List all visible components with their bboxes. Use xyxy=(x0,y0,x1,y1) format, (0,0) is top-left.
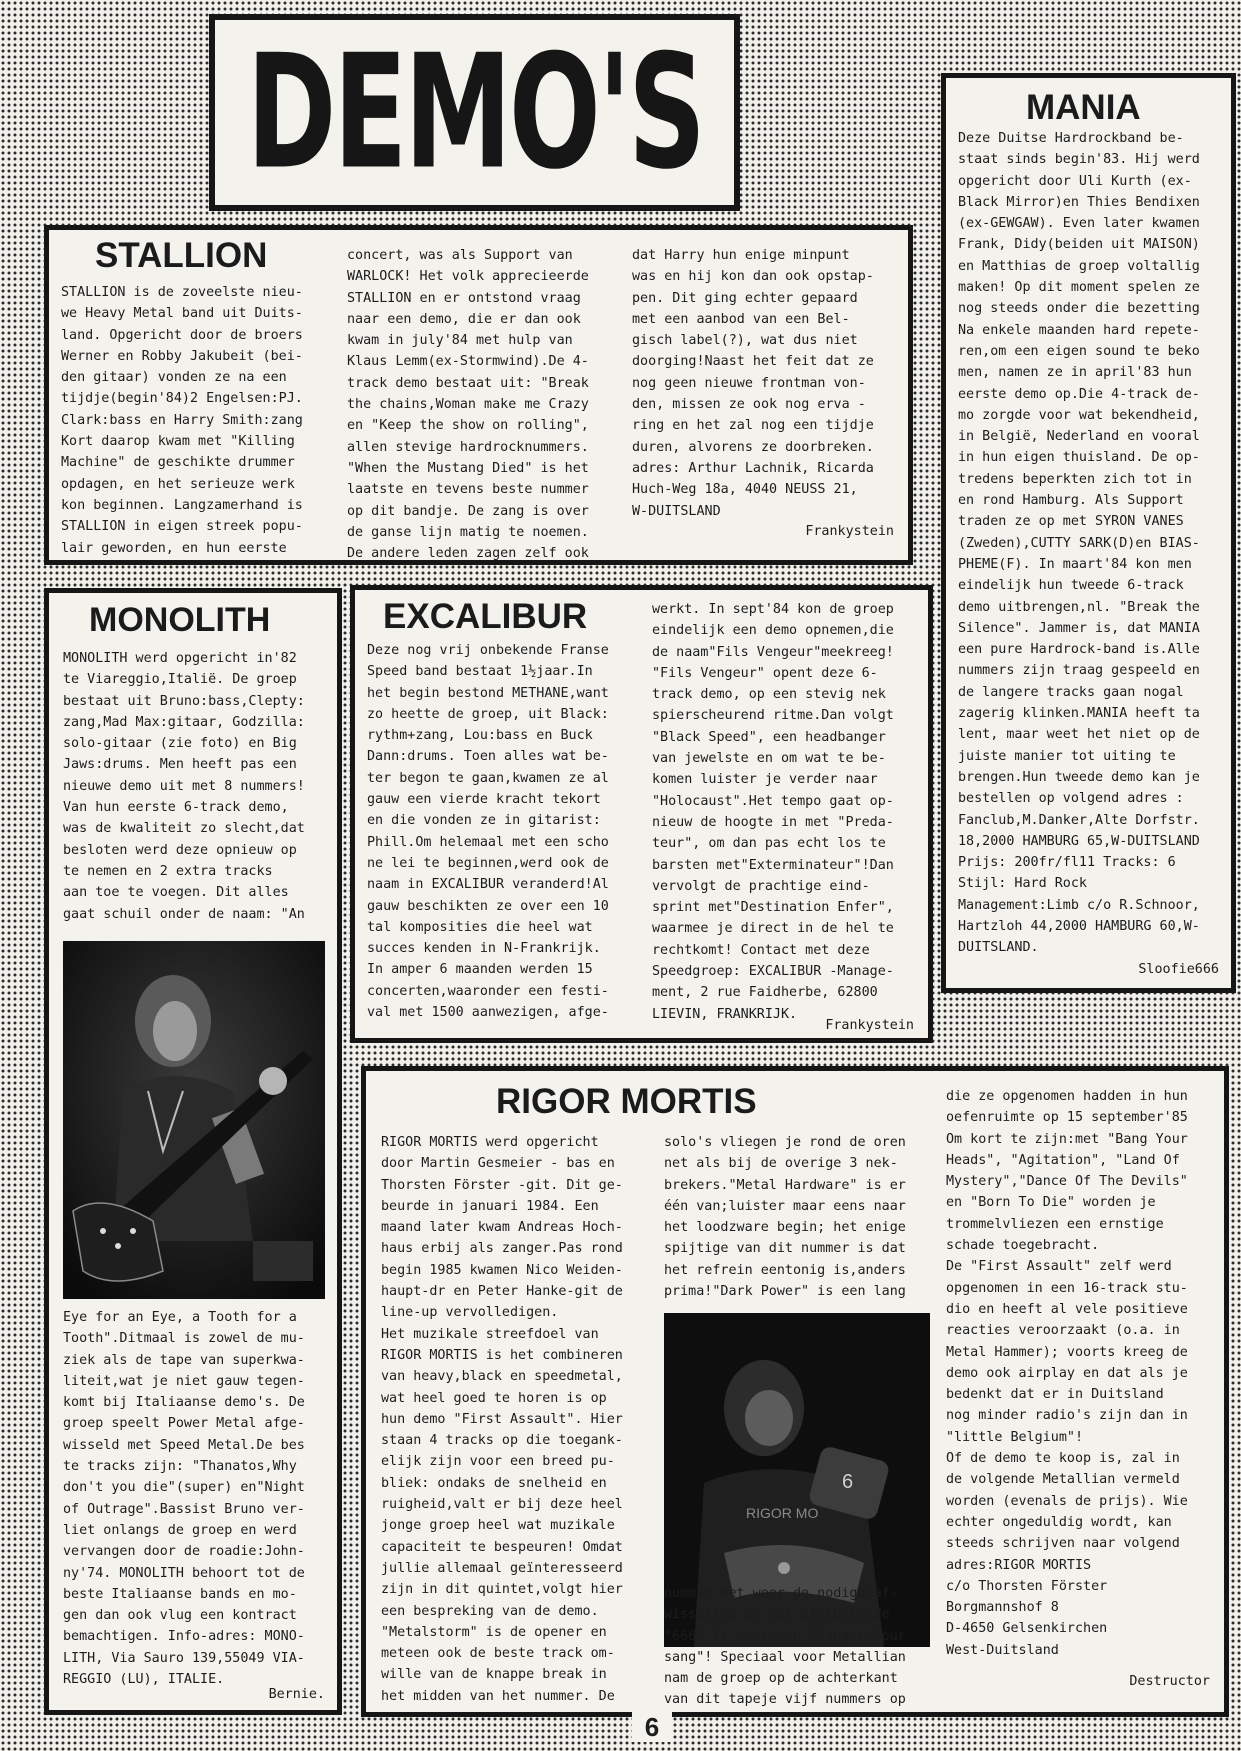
rigor-mortis-column-3: die ze opgenomen hadden in hun oefenruimte op 15 september'85 Om kort te zijn:met "Bang Your Heads", "Agitation", "Land Of Mystery","Dance Of The Devils" en "Born To Die" worden je trommelvliezen een ernstige schade toegebracht. De "First Assault" zelf werd opgenomen in een 16-track stu- dio en heeft al vele positieve reacties veroorzaakt (o.a. in Metal Hammer); voorts kreeg de demo ook airplay en dat als je bedenkt dat er in Duitsland nog minder radio's zijn dan in "little Belgium"! Of de demo te koop is, zal in de volgende Metallian vermeld worden (evenals de prijs). Wie echter ongeduldig wordt, kan steeds schrijven naar volgend adres:RIGOR MORTIS c/o Thorsten Förster Borgmannshof 8 D-4650 Gelsenkirchen West-Duitsland xyxy=(946,1089,1188,1658)
masthead-title: DEMO'S xyxy=(246,21,703,204)
mania-heading: MANIA xyxy=(1026,88,1141,127)
excalibur-article xyxy=(350,585,933,1043)
rigor-mortis-column-2-top: solo's vliegen je rond de oren net als bij de overige 3 nek- brekers."Metal Hardware" is er één van;luister maar eens naar het loodzware begin; het enige spijtige van dit nummer is dat het refrein eentonig is,anders prima!"Dark Power" is een lang xyxy=(664,1135,906,1300)
stallion-article xyxy=(44,225,913,565)
svg-text:6: 6 xyxy=(842,1471,854,1493)
rigor-mortis-column-2-bottom: nummer met weer de nodige af- wisseling en het afsluitende "666" is weer een 'banger "pur sang"! Speciaal voor Metallian nam de groep op de achterkant van dit tapeje vijf nummers op xyxy=(664,1586,906,1708)
page-number: 6 xyxy=(632,1712,672,1742)
monolith-body-top: MONOLITH werd opgericht in'82 te Viareggio,Italië. De groep bestaat uit Bruno:bass,Clepty: zang,Mad Max:gitaar, Godzilla: solo-gitaar (zie foto) en Big Jaws:drums. Men heeft pas een nieuwe demo uit met 8 nummers! Van hun eerste 6-track demo, was de kwaliteit zo slecht,dat besloten werd deze opnieuw op te nemen en 2 extra tracks aan toe te voegen. Dit alles gaat schuil onder de naam: "An xyxy=(63,651,305,922)
mania-body: Deze Duitse Hardrockband be- staat sinds begin'83. Hij werd opgericht door Uli Kurth (ex- Black Mirror)en Thies Bendixen (ex-GEWGAW). Even later kwamen Frank, Didy(beiden uit MAISON) en Matthias de groep voltallig maken! Op dit moment spelen ze nog steeds onder die bezetting Na enkele maanden hard repete- ren,om een eigen sound te beko men, namen ze in april'83 hun eerste demo op.Die 4-track de- mo zorgde voor wat bekendheid, in België, Nederland en vooral in hun eigen thuisland. De op- tredens beperkten zich tot in en rond Hamburg. Als Support traden ze op met SYRON VANES (Zweden),CUTTY SARK(D)en BIAS- PHEME(F). In maart'84 kon men eindelijk hun tweede 6-track demo uitbrengen,nl. "Break the Silence". Jammer is, dat MANIA een pure Hardrock-band is.Alle nummers zijn traag gespeeld en de langere tracks gaan nogal zagerig klinken.MANIA heeft ta lent, maar weet het niet op de juiste manier tot uiting te brengen.Hun tweede demo kan je bestellen op volgend adres : Fanclub,M.Danker,Alte Dorfstr. 18,2000 HAMBURG 65,W-DUITSLAND Prijs: 200fr/fl11 Tracks: 6 Stijl: Hard Rock Management:Limb c/o R.Schnoor, Hartzloh 44,2000 HAMBURG 60,W- DUITSLAND. xyxy=(958,131,1200,956)
excalibur-column-2: werkt. In sept'84 kon de groep eindelijk een demo opnemen,die de naam"Fils Vengeur"meekreeg! "Fils Vengeur" opent deze 6- track demo, op een stevig nek spierscheurend ritme.Dan volgt "Black Speed", een headbanger van jewelste en om wat te be- komen luister je verder naar "Holocaust".Het tempo gaat op- nieuw de hoogte in met "Preda- teur", om dan pas echt los te barsten met"Exterminateur"!Dan vervolgt de prachtige eind- sprint met"Destination Enfer", waarmee je direct in de hel te rechtkomt! Contact met deze Speedgroep: EXCALIBUR -Manage- ment, 2 rue Faidherbe, 62800 LIEVIN, FRANKRIJK. xyxy=(652,602,894,1022)
rigor-mortis-signature: Destructor xyxy=(1129,1674,1210,1689)
rigor-mortis-article xyxy=(361,1066,1229,1717)
monolith-signature: Bernie. xyxy=(268,1687,325,1702)
rigor-mortis-column-1: RIGOR MORTIS werd opgericht door Martin Gesmeier - bas en Thorsten Förster -git. Dit ge- beurde in januari 1984. Een maand later kwam Andreas Hoch- haus erbij als zanger.Pas rond begin 1985 kwamen Nico Weiden- haupt-dr en Peter Hanke-git de line-up vervolledigen. Het muzikale streefdoel van RIGOR MORTIS is het combineren van heavy,black en speedmetal, wat heel goed te horen is op hun demo "First Assault". Hier staan 4 tracks op die toegank- elijk zijn voor een breed pu- bliek: ondaks de snelheid en ruigheid,valt er bij deze heel jonge groep heel wat muzikale capaciteit te bespeuren! Omdat jullie allemaal geïnteresseerd zijn in dit quintet,volgt hier een bespreking van de demo. "Metalstorm" is de opener en meteen ook de beste track om- wille van de knappe break in het midden van het nummer. De xyxy=(381,1135,623,1704)
monolith-heading: MONOLITH xyxy=(89,601,271,639)
monolith-article xyxy=(44,588,342,1715)
svg-text:RIGOR MO: RIGOR MO xyxy=(746,1505,819,1521)
mania-article xyxy=(941,73,1236,993)
excalibur-signature: Frankystein xyxy=(825,1018,914,1033)
masthead-logo xyxy=(209,14,740,211)
excalibur-heading: EXCALIBUR xyxy=(383,597,588,636)
monolith-band-photo xyxy=(63,941,325,1299)
stallion-signature: Frankystein xyxy=(805,524,894,539)
guitarist-photo-image xyxy=(63,941,325,1299)
stallion-column-1: STALLION is de zoveelste nieu- we Heavy Metal band uit Duits- land. Opgericht door de broers Werner en Robby Jakubeit (bei- den gitaar) vonden ze na een tijdje(begin'84)2 Engelsen:PJ. Clark:bass en Harry Smith:zang Kort daarop kwam met "Killing Machine" de geschikte drummer opdagen, en het serieuze werk kon beginnen. Langzamerhand is STALLION in eigen streek popu- lair geworden, en hun eerste xyxy=(61,285,303,556)
excalibur-column-1: Deze nog vrij onbekende Franse Speed band bestaat 1½jaar.In het begin bestond METHANE,want zo heette de groep, uit Black: rythm+zang, Lou:bass en Buck Dann:drums. Toen alles wat be- ter begon te gaan,kwamen ze al gauw een vierde kracht tekort en die vonden ze in gitarist: Phill.Om helemaal met een scho ne lei te beginnen,werd ook de naam in EXCALIBUR veranderd!Al gauw beschikten ze over een 10 tal komposities die heel wat succes kenden in N-Frankrijk. In amper 6 maanden werden 15 concerten,waaronder een festi- val met 1500 aanwezigen, afge- xyxy=(367,643,609,1021)
rigor-mortis-heading: RIGOR MORTIS xyxy=(496,1082,757,1121)
stallion-column-2: concert, was als Support van WARLOCK! Het volk apprecieerde STALLION en er ontstond vraag naar een demo, die er dan ook kwam in july'84 met hulp van Klaus Lemm(ex-Stormwind).De 4- track demo bestaat uit: "Break the chains,Woman make me Crazy en "Keep the show on rolling", allen stevige hardrocknummers. "When the Mustang Died" is het laatste en tevens beste nummer op dit bandje. De zang is over de ganse lijn matig te noemen. De andere leden zagen zelf ook xyxy=(347,248,589,562)
mania-signature: Sloofie666 xyxy=(1138,962,1219,977)
stallion-heading: STALLION xyxy=(95,236,268,275)
monolith-body-bottom: Eye for an Eye, a Tooth for a Tooth".Ditmaal is zowel de mu- ziek als de tape van superkwa- liteit,wat je niet gauw tegen- komt bij Italiaanse demo's. De groep speelt Power Metal afge- wisseld met Speed Metal.De bes te tracks zijn: "Thanatos,Why don't you die"(super) en"Night of Outrage".Bassist Bruno ver- liet onlangs de groep en werd vervangen door de roadie:John- ny'74. MONOLITH behoort tot de beste Italiaanse bands en mo- gen dan ook vlug een kontract bemachtigen. Info-adres: MONO- LITH, Via Sauro 139,55049 VIA- REGGIO (LU), ITALIE. xyxy=(63,1310,305,1688)
stallion-column-3: dat Harry hun enige minpunt was en hij kon dan ook opstap- pen. Dit ging echter gepaard met een aanbod van een Bel- gisch label(?), wat dus niet doorging!Naast het feit dat ze nog geen nieuwe frontman von- den, missen ze ook nog erva - ring en het zal nog een tijdje duren, alvorens ze doorbreken. adres: Arthur Lachnik, Ricarda Huch-Weg 18a, 4040 NEUSS 21, W-DUITSLAND xyxy=(632,248,874,519)
